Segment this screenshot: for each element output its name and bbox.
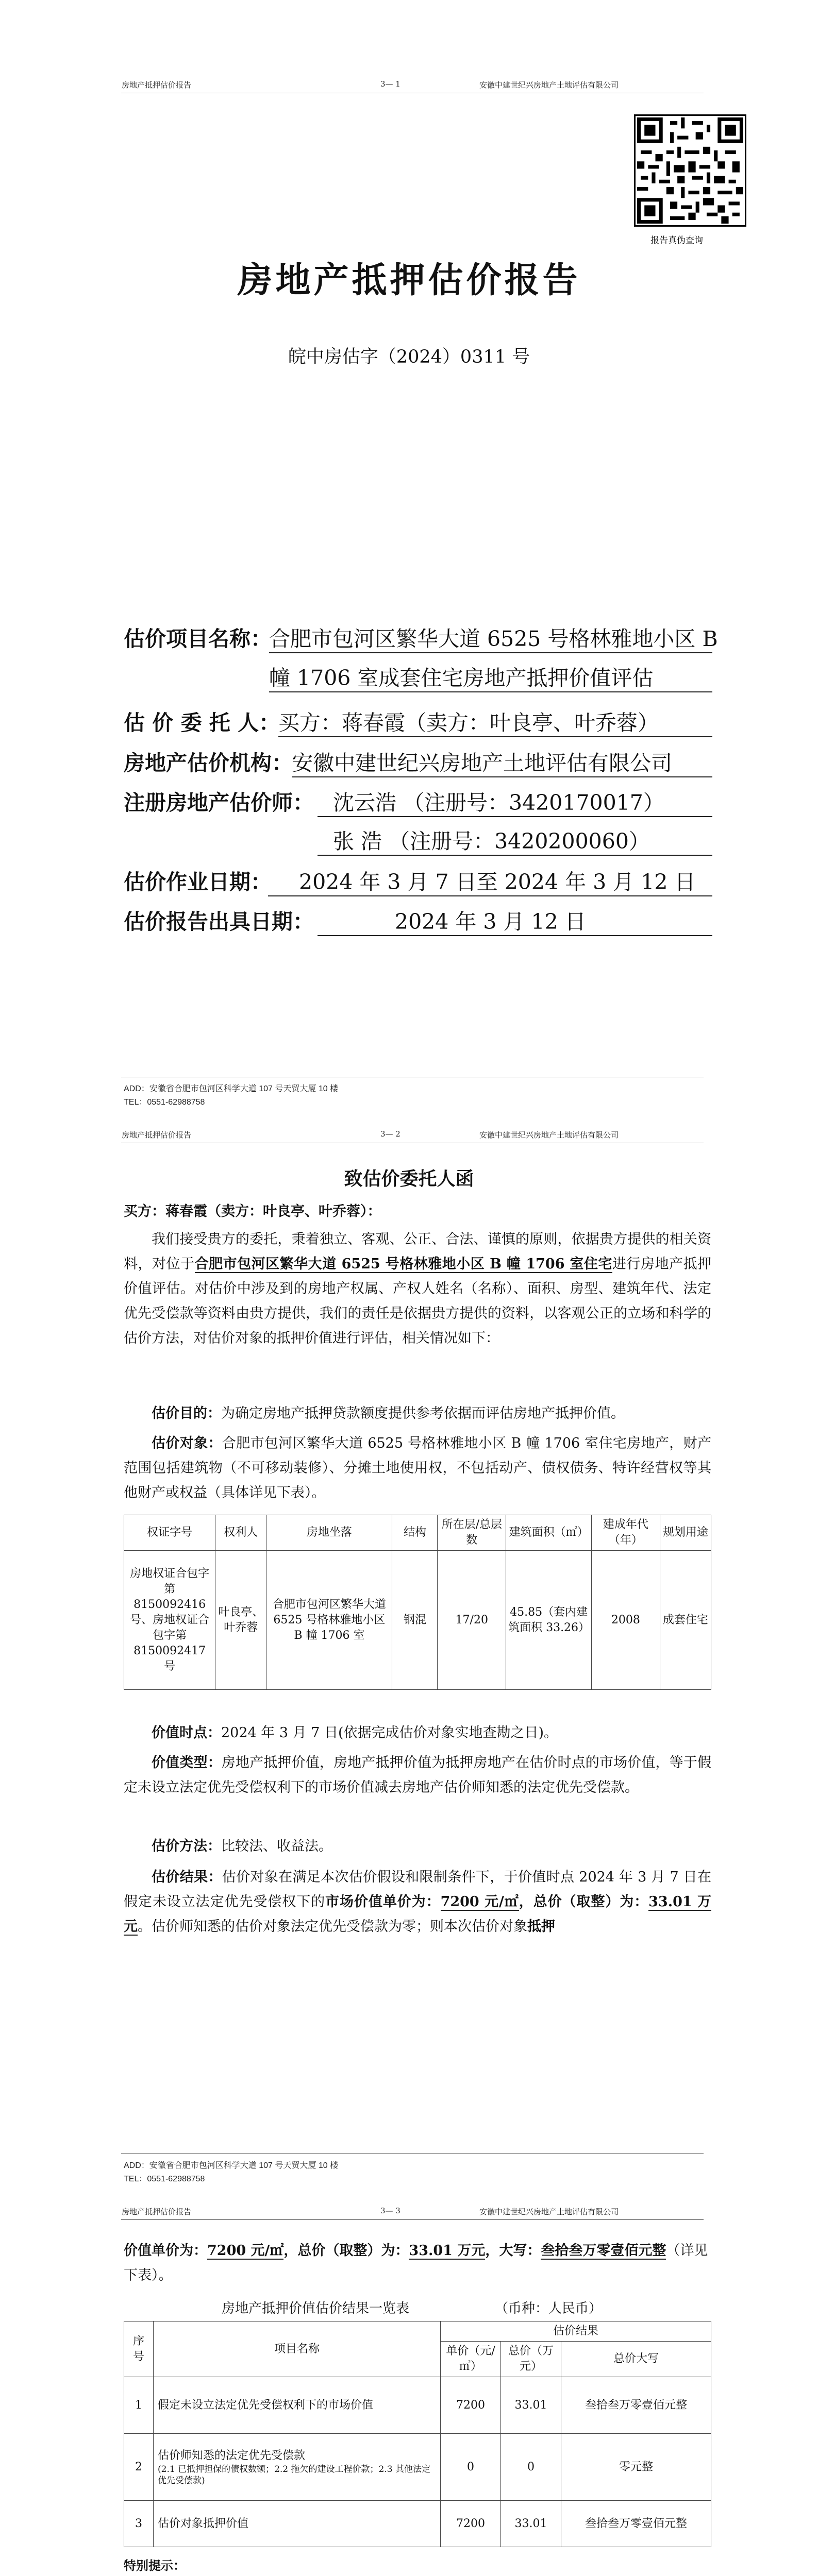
row-item-subtext: (2.1 已抵押担保的债权数额；2.2 拖欠的建设工程价款；2.3 其他法定优先受偿款) bbox=[158, 2464, 430, 2486]
appraiser-label: 注册房地产估价师： bbox=[124, 790, 314, 815]
qr-caption: 报告真伪查询 bbox=[650, 235, 703, 246]
footer-tel: TEL：0551-62988758 bbox=[124, 1098, 205, 1107]
result-paragraph bbox=[124, 1865, 711, 1939]
result-unit-price: 7200 元/㎡ bbox=[440, 1894, 519, 1910]
purpose-label: 估价目的： bbox=[152, 1405, 221, 1421]
header-rule bbox=[121, 2219, 704, 2220]
summary-text-a: 价值单价为： bbox=[124, 2243, 207, 2259]
table-header: 建成年代（年） bbox=[592, 1515, 660, 1551]
client-value: 买方：蒋春霞（卖方：叶良亭、叶乔蓉） bbox=[278, 706, 712, 737]
method-text: 比较法、收益法。 bbox=[221, 1838, 332, 1854]
header-right: 安徽中建世纪兴房地产土地评估有限公司 bbox=[479, 1130, 619, 1140]
result-total: 33.01 万元 bbox=[124, 1894, 712, 1935]
method-paragraph bbox=[124, 1834, 711, 1859]
result-table bbox=[124, 2321, 711, 2547]
summary-unit-price: 7200 元/㎡ bbox=[207, 2243, 284, 2259]
footer-address: ADD：安徽省合肥市包河区科学大道 107 号天贸大厦 10 楼 bbox=[124, 1084, 339, 1093]
letter-intro-paragraph bbox=[124, 1227, 711, 1351]
value-summary-paragraph bbox=[124, 2239, 711, 2288]
header-left: 房地产抵押估价报告 bbox=[122, 2207, 192, 2216]
report-title: 房地产抵押估价报告 bbox=[237, 260, 581, 301]
table-cell: 17/20 bbox=[438, 1551, 506, 1690]
value-type-paragraph bbox=[124, 1751, 711, 1800]
table-cell: 房地权证合包字第 8150092416 号、房地权证合包字第 8150092417 号 bbox=[124, 1551, 215, 1690]
table-cell: 估价对象抵押价值 bbox=[154, 2501, 441, 2547]
intro-text-b: 进行房地产抵押价值评估。对估价中涉及到的房地产权属、产权人姓名（名称）、面积、房型、建筑年代、法定优先受偿款等资料由贵方提供，我们的责任是依据贵方提供的资料，以客观公正的立场和科学的估价方法，对估价对象的抵押价值进行评估，相关情况如下： bbox=[124, 1256, 712, 1346]
table-header: 序号 bbox=[124, 2321, 154, 2377]
method-label: 估价方法： bbox=[152, 1838, 221, 1854]
object-label: 估价对象： bbox=[152, 1435, 222, 1451]
table-row bbox=[124, 2434, 711, 2501]
table-cell: 成套住宅 bbox=[660, 1551, 711, 1690]
table-row bbox=[124, 2377, 711, 2434]
table-cell: 45.85（套内建筑面积 33.26） bbox=[506, 1551, 592, 1690]
result-label: 估价结果： bbox=[152, 1869, 222, 1885]
table-header: 规划用途 bbox=[660, 1515, 711, 1551]
table-header: 权证字号 bbox=[124, 1515, 215, 1551]
table-cell: 2 bbox=[124, 2434, 154, 2501]
table-cell: 合肥市包河区繁华大道 6525 号格林雅地小区 B 幢 1706 室 bbox=[266, 1551, 392, 1690]
letter-salutation: 买方：蒋春霞（卖方：叶良亭、叶乔蓉）： bbox=[124, 1204, 381, 1219]
value-type-label: 价值类型： bbox=[152, 1755, 222, 1771]
table-cell: 钢混 bbox=[392, 1551, 438, 1690]
agency-label: 房地产估价机构： bbox=[124, 751, 293, 775]
project-value-line1: 合肥市包河区繁华大道 6525 号格林雅地小区 B bbox=[269, 622, 712, 653]
value-date-text: 2024 年 3 月 7 日(依据完成估价对象实地查勘之日)。 bbox=[221, 1725, 558, 1741]
table-cell bbox=[154, 2434, 441, 2501]
footer-address: ADD：安徽省合肥市包河区科学大道 107 号天贸大厦 10 楼 bbox=[124, 2161, 339, 2170]
result-bold-3: 抵押 bbox=[527, 1919, 555, 1935]
result-table-title: 房地产抵押价值估价结果一览表 bbox=[222, 2301, 410, 2316]
header-page-number: 3— 1 bbox=[380, 79, 400, 89]
client-label: 估 价 委 托 人： bbox=[124, 710, 280, 735]
table-header: 项目名称 bbox=[154, 2321, 441, 2377]
table-header: 权利人 bbox=[215, 1515, 266, 1551]
header-page-number: 3— 2 bbox=[380, 1129, 400, 1139]
table-header: 总价（万元） bbox=[501, 2342, 561, 2377]
table-cell: 假定未设立法定优先受偿权利下的市场价值 bbox=[154, 2377, 441, 2434]
header-left: 房地产抵押估价报告 bbox=[122, 80, 192, 90]
work-date-label: 估价作业日期： bbox=[124, 870, 272, 894]
table-header: 单价（元/㎡） bbox=[441, 2342, 501, 2377]
table-cell: 叁拾叁万零壹佰元整 bbox=[561, 2501, 711, 2547]
header-left: 房地产抵押估价报告 bbox=[122, 1130, 192, 1140]
table-cell: 7200 bbox=[441, 2377, 501, 2434]
table-header-row bbox=[124, 2321, 711, 2342]
table-cell: 7200 bbox=[441, 2501, 501, 2547]
report-number: 皖中房估字（2024）0311 号 bbox=[288, 347, 530, 367]
letter-title: 致估价委托人函 bbox=[344, 1168, 474, 1190]
intro-text-a: 我们接受贵方的委托，秉着独立、客观、公正、合法、谨慎的原则，依据贵方提供的相关资料，对位于 bbox=[124, 1231, 711, 1272]
value-date-paragraph bbox=[124, 1721, 711, 1745]
table-header: 结构 bbox=[392, 1515, 438, 1551]
agency-value: 安徽中建世纪兴房地产土地评估有限公司 bbox=[292, 746, 712, 777]
table-header: 估价结果 bbox=[441, 2321, 711, 2342]
result-text-b: 。估价师知悉的估价对象法定优先受偿款为零；则本次估价对象 bbox=[138, 1919, 527, 1935]
table-cell: 零元整 bbox=[561, 2434, 711, 2501]
header-right: 安徽中建世纪兴房地产土地评估有限公司 bbox=[479, 80, 619, 90]
result-table-currency: （币种：人民币） bbox=[495, 2301, 603, 2316]
table-cell: 叶良亭、叶乔蓉 bbox=[215, 1551, 266, 1690]
project-value-line2: 幢 1706 室成套住宅房地产抵押价值评估 bbox=[269, 661, 712, 692]
work-date-value: 2024 年 3 月 7 日至 2024 年 3 月 12 日 bbox=[268, 865, 712, 896]
value-date-label: 价值时点： bbox=[152, 1725, 221, 1741]
table-header: 总价大写 bbox=[561, 2342, 711, 2377]
purpose-paragraph bbox=[124, 1401, 711, 1426]
result-text-a: 估价对象在满足本次估价假设和限制条件下，于价值时点 2024 年 3 月 7 日在假定未设立法定优先受偿权下的 bbox=[124, 1869, 711, 1910]
header-page-number: 3— 3 bbox=[380, 2206, 400, 2215]
table-header: 建筑面积（㎡） bbox=[506, 1515, 592, 1551]
table-cell: 2008 bbox=[592, 1551, 660, 1690]
table-row bbox=[124, 1551, 711, 1690]
header-right: 安徽中建世纪兴房地产土地评估有限公司 bbox=[479, 2207, 619, 2216]
qr-code-image[interactable] bbox=[634, 114, 746, 227]
table-row bbox=[124, 2501, 711, 2547]
table-header: 所在层/总层数 bbox=[438, 1515, 506, 1551]
object-text: 合肥市包河区繁华大道 6525 号格林雅地小区 B 幢 1706 室住宅房地产，财产范围包括建筑物（不可移动装修）、分摊土地使用权，不包括动产、债权债务、特许经营权等其他财产或权益（具体详见下表）。 bbox=[124, 1435, 712, 1501]
qr-code-icon bbox=[637, 117, 743, 224]
table-header-row bbox=[124, 1515, 711, 1551]
project-label: 估价项目名称： bbox=[124, 626, 272, 651]
summary-text-b: ，总价（取整）为： bbox=[283, 2243, 409, 2259]
value-type-text: 房地产抵押价值，房地产抵押价值为抵押房地产在估价时点的市场价值，等于假定未设立法定优先受偿权利下的市场价值减去房地产估价师知悉的法定优先受偿款。 bbox=[124, 1755, 712, 1795]
table-cell: 0 bbox=[441, 2434, 501, 2501]
property-table bbox=[124, 1515, 711, 1690]
issue-date-label: 估价报告出具日期： bbox=[124, 909, 314, 934]
issue-date-value: 2024 年 3 月 12 日 bbox=[318, 905, 712, 936]
object-paragraph bbox=[124, 1431, 711, 1505]
table-cell: 33.01 bbox=[501, 2501, 561, 2547]
table-cell: 1 bbox=[124, 2377, 154, 2434]
summary-text-d: （详见下表）。 bbox=[124, 2243, 708, 2283]
intro-address: 合肥市包河区繁华大道 6525 号格林雅地小区 B 幢 1706 室住宅 bbox=[194, 1256, 612, 1272]
result-bold-1: 市场价值单价为： bbox=[325, 1894, 441, 1910]
row-item-text: 估价师知悉的法定优先受偿款 bbox=[158, 2449, 306, 2462]
table-cell: 0 bbox=[501, 2434, 561, 2501]
table-cell: 3 bbox=[124, 2501, 154, 2547]
appraiser-2: 张 浩 （注册号：3420200060） bbox=[318, 824, 712, 856]
table-cell: 33.01 bbox=[501, 2377, 561, 2434]
tips-title: 特别提示： bbox=[124, 2558, 186, 2573]
purpose-text: 为确定房地产抵押贷款额度提供参考依据而评估房地产抵押价值。 bbox=[221, 1405, 625, 1421]
result-bold-2: ，总价（取整）为： bbox=[519, 1894, 649, 1910]
summary-total: 33.01 万元 bbox=[409, 2243, 486, 2259]
appraiser-1: 沈云浩 （注册号：3420170017） bbox=[318, 786, 712, 817]
table-header: 房地坐落 bbox=[266, 1515, 392, 1551]
summary-text-c: ，大写： bbox=[485, 2243, 541, 2259]
footer-tel: TEL：0551-62988758 bbox=[124, 2175, 205, 2183]
summary-amount-words: 叁拾叁万零壹佰元整 bbox=[541, 2243, 666, 2259]
table-cell: 叁拾叁万零壹佰元整 bbox=[561, 2377, 711, 2434]
